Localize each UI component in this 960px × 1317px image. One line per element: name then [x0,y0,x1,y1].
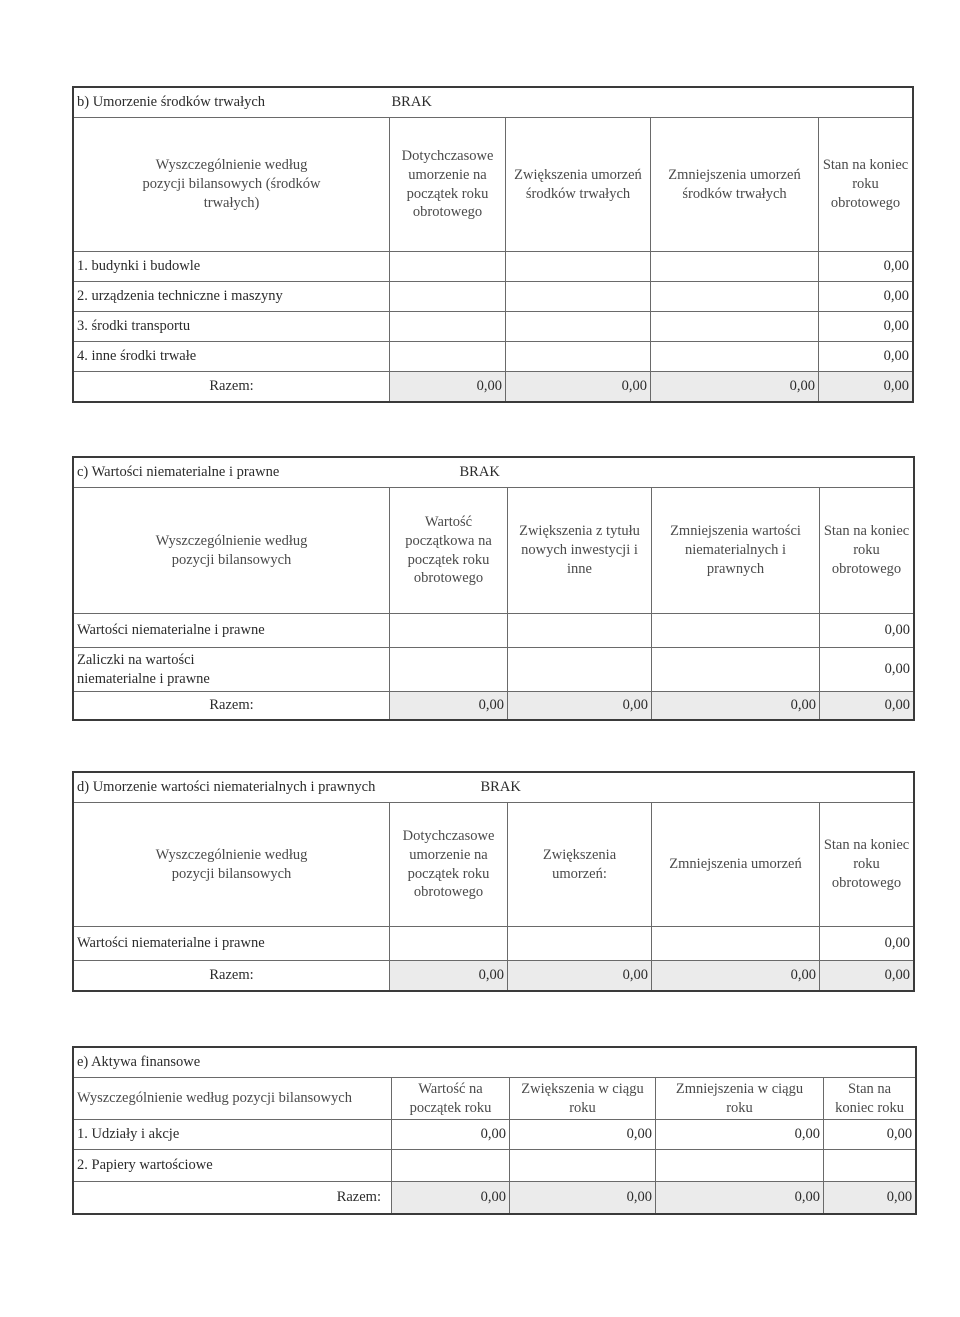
table-row: 1. Udziały i akcje 0,00 0,00 0,00 0,00 [74,1120,916,1150]
section-b-title: b) Umorzenie środków trwałych [74,88,390,118]
table-row: Zaliczki na wartości niematerialne i prawne 0,00 [74,648,914,692]
header-cell: Zwiększenia umorzeń: [508,803,652,927]
section-d-title: d) Umorzenie wartości niematerialnych i prawnych [74,773,652,803]
header-cell: Wyszczególnienie według pozycji bilansowych [74,488,390,614]
header-cell: Stan na koniec roku obrotowego [819,118,913,252]
section-c-status: BRAK [390,458,914,488]
header-cell: Dotychczasowe umorzenie na początek roku obrotowego [390,803,508,927]
header-cell: Stan na koniec roku obrotowego [820,803,914,927]
section-e-title: e) Aktywa finansowe [74,1048,916,1078]
header-cell: Zmniejszenia umorzeń [652,803,820,927]
table-row: Wartości niematerialne i prawne 0,00 [74,614,914,648]
table-row: 2. urządzenia techniczne i maszyny 0,00 [74,282,913,312]
section-d-status: BRAK [652,773,914,803]
table-aktywa-finansowe [73,1047,916,1214]
header-cell: Stan na koniec roku [824,1078,916,1120]
header-cell: Zmniejszenia umorzeń środków trwałych [651,118,819,252]
header-cell: Zwiększenia umorzeń środków trwałych [506,118,651,252]
total-row: Razem: 0,00 0,00 0,00 0,00 [74,1182,916,1214]
header-cell: Wartość początkowa na początek roku obrotowego [390,488,508,614]
header-cell: Zmniejszenia wartości niematerialnych i prawnych [652,488,820,614]
table-row: Wartości niematerialne i prawne 0,00 [74,927,914,961]
header-cell: Wyszczególnienie według pozycji bilansowych [74,803,390,927]
table-wartosci-niematerialne [73,457,914,720]
table-row: 4. inne środki trwałe 0,00 [74,342,913,372]
table-umorzenie-srodkow-trwalych [73,87,913,402]
table-row: 1. budynki i budowle 0,00 [74,252,913,282]
header-cell: Wyszczególnienie według pozycji bilansowych (środków trwałych) [74,118,390,252]
section-b-status: BRAK [390,88,913,118]
table-row: 3. środki transportu 0,00 [74,312,913,342]
header-cell: Zwiększenia z tytułu nowych inwestycji i inne [508,488,652,614]
table-umorzenie-wartosci-niematerialnych [73,772,914,991]
total-row: Razem: 0,00 0,00 0,00 0,00 [74,961,914,991]
section-c-title: c) Wartości niematerialne i prawne [74,458,390,488]
header-cell: Zmniejszenia w ciągu roku [656,1078,824,1120]
total-row: Razem: 0,00 0,00 0,00 0,00 [74,372,913,402]
header-cell: Stan na koniec roku obrotowego [820,488,914,614]
total-row: Razem: 0,00 0,00 0,00 0,00 [74,692,914,720]
header-cell: Zwiększenia w ciągu roku [510,1078,656,1120]
header-cell: Dotychczasowe umorzenie na początek roku obrotowego [390,118,506,252]
header-cell: Wartość na początek roku [392,1078,510,1120]
header-cell: Wyszczególnienie według pozycji bilansowych [74,1078,392,1120]
table-row: 2. Papiery wartościowe [74,1150,916,1182]
